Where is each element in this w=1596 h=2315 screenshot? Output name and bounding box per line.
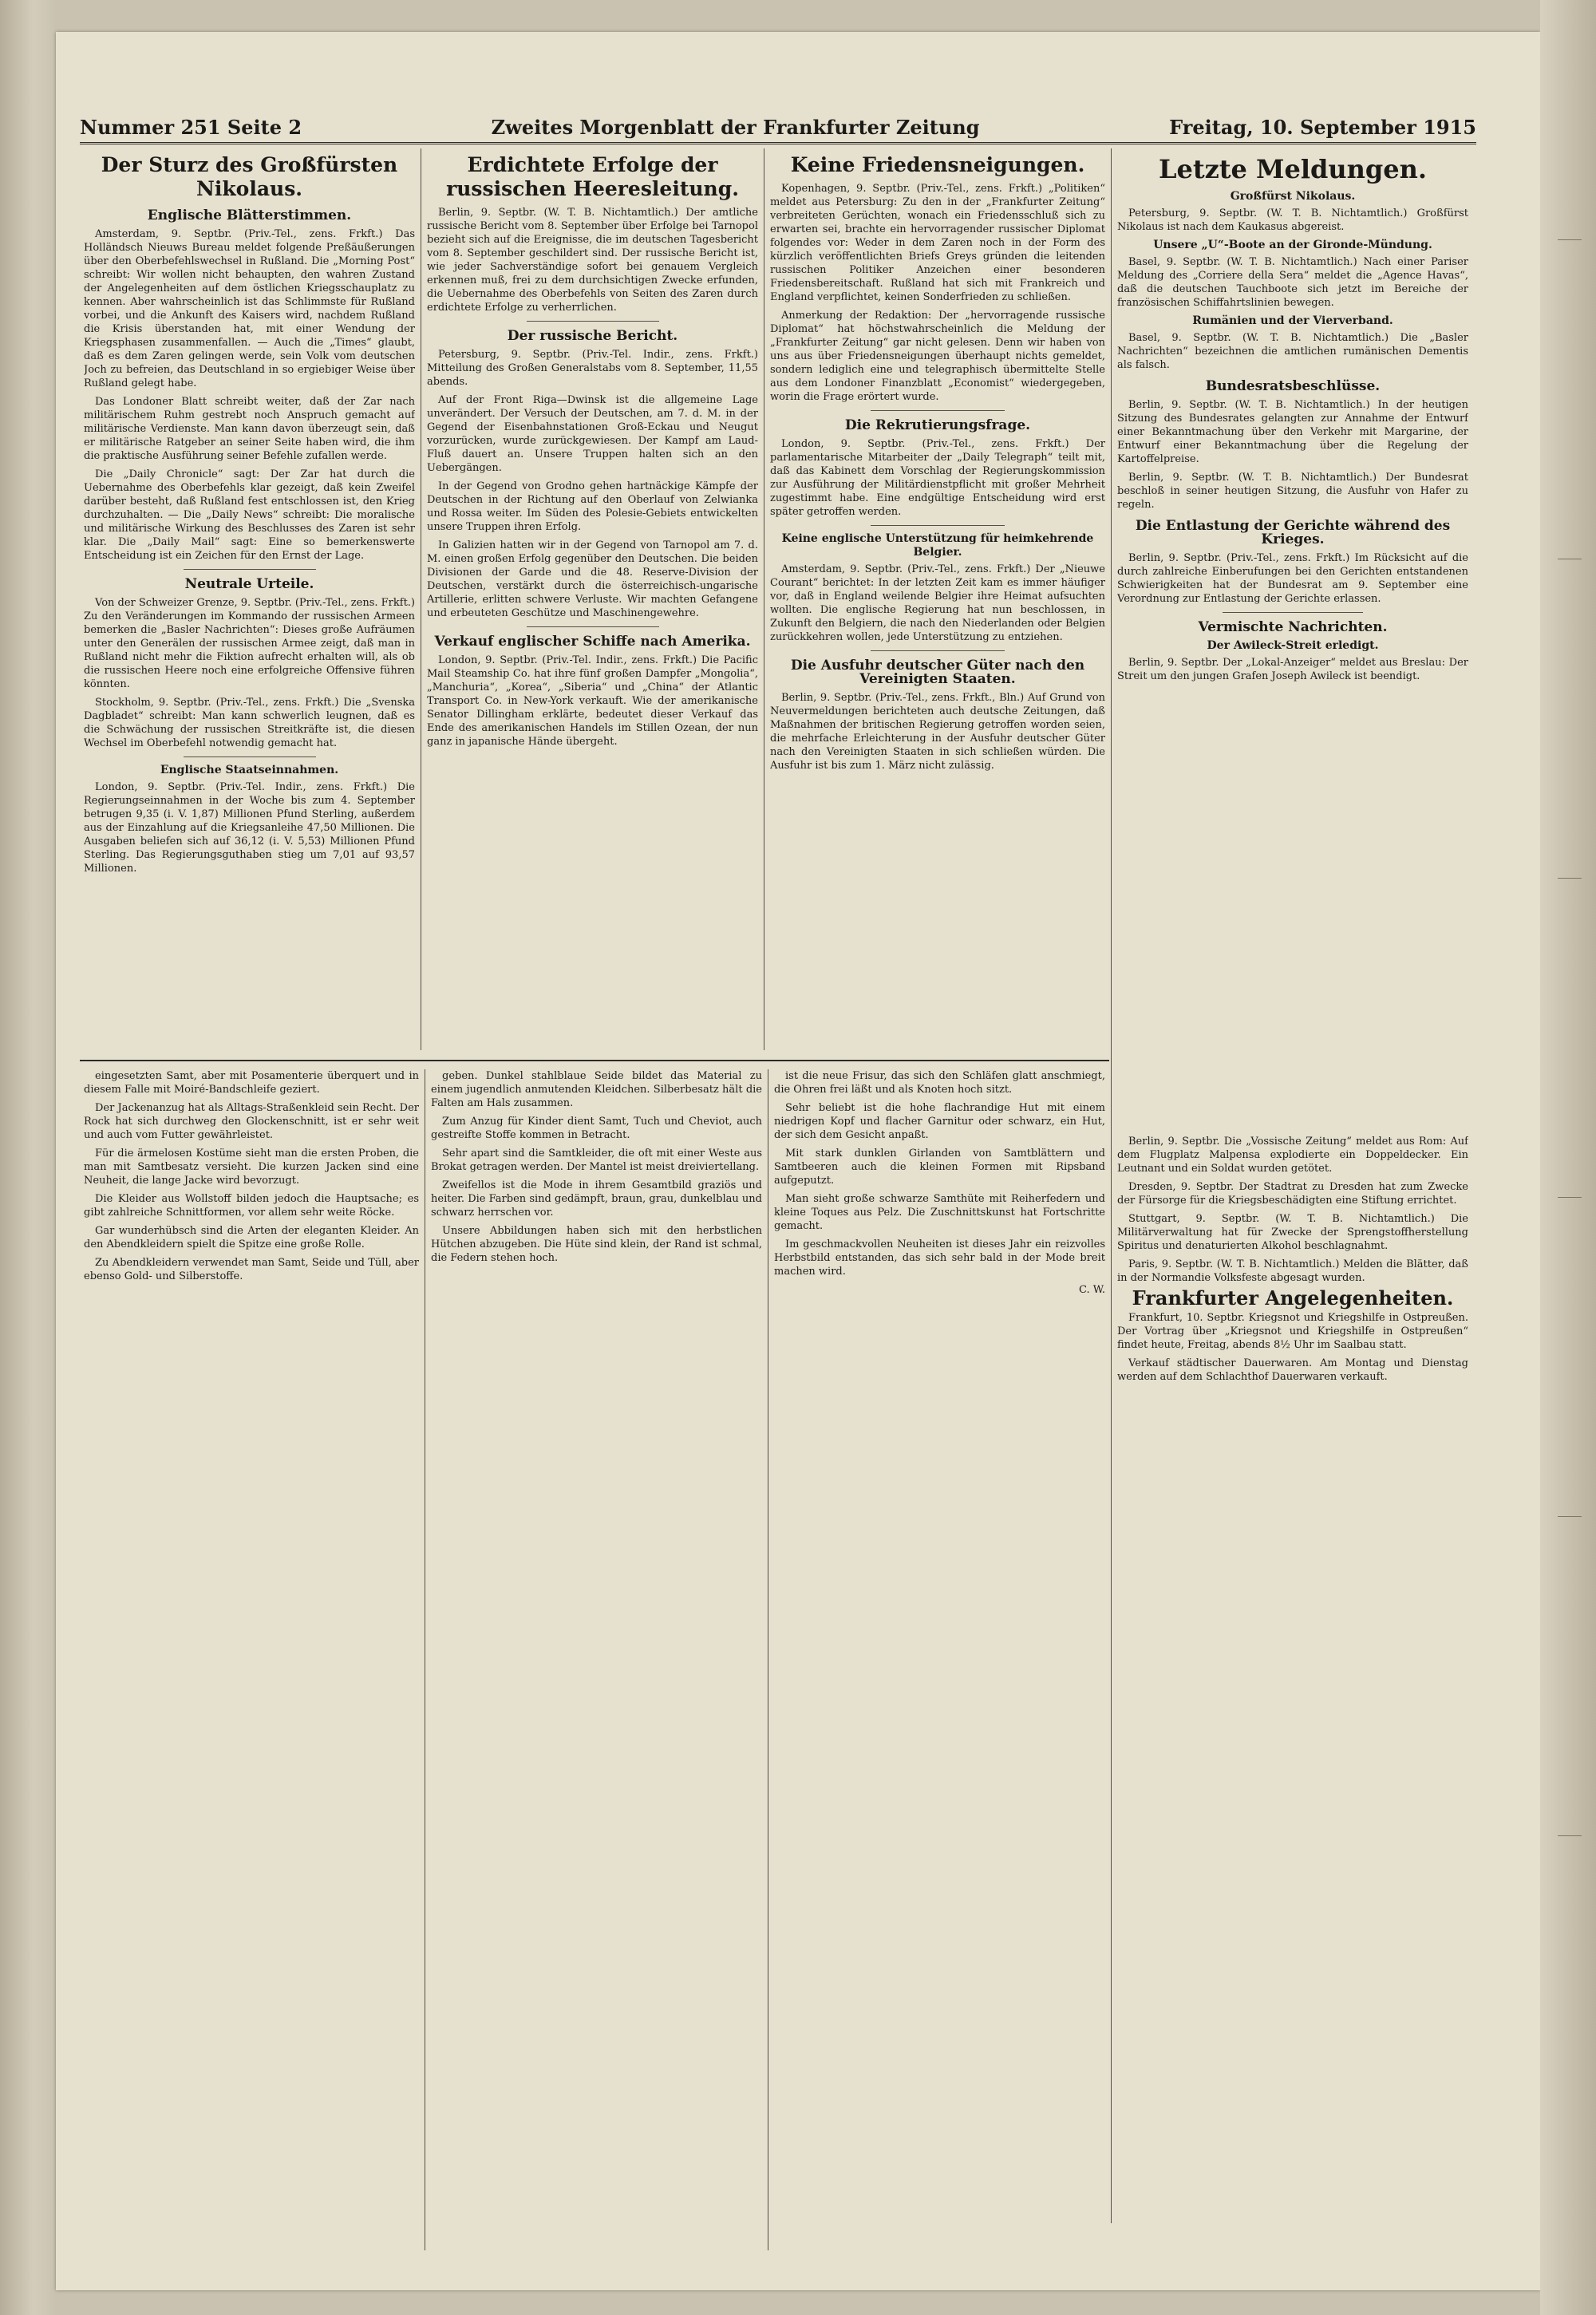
feuilleton-column-2 [431, 1069, 762, 2250]
column-3 [770, 148, 1105, 1050]
article-paragraph: London, 9. Septbr. (Priv.-Tel. Indir., zens. Frkft.) Die Regierungseinnahmen in der Woche bis zum 4. September betrugen 9,35 (i. V. 1,87) Millionen Pfund Sterling, außerdem aus der Einzahlung auf die Kriegsanleihe 47,50 Millionen. Die Ausgaben beliefen sich auf 36,12 (i. V. 5,53) Millionen Pfund Sterling. Das Regierungsguthaben stieg um 7,01 auf 93,57 Millionen. [84, 781, 415, 875]
issue-date: Freitag, 10. September 1915 [1169, 116, 1476, 139]
book-binding [0, 0, 56, 2315]
column-rule [1111, 148, 1112, 2223]
subhead-export: Die Ausfuhr deutscher Güter nach den Vereinigten Staaten. [790, 658, 1085, 687]
article-paragraph: Dresden, 9. Septbr. Der Stadtrat zu Dresden hat zum Zwecke der Fürsorge für die Kriegsbeschädigten eine Stiftung errichtet. [1117, 1181, 1468, 1207]
article-paragraph: London, 9. Septbr. (Priv.-Tel., zens. Frkft.) Der parlamentarische Mitarbeiter der „Daily Telegraph“ teilt mit, daß das Kabinett dem Vorschlag der Regierungskommission zur Ausführung der Militärdienstpflicht mit großer Mehrheit zugestimmt habe. Eine endgültige Entscheidung wird erst später getroffen werden. [770, 438, 1105, 518]
headline-frankfurt: Frankfurter Angelegenheiten. [1132, 1286, 1454, 1310]
article-paragraph: Zum Anzug für Kinder dient Samt, Tuch und Cheviot, auch gestreifte Stoffe kommen in Betracht. [431, 1116, 762, 1141]
article-paragraph: Berlin, 9. Septbr. Die „Vossische Zeitung“ meldet aus Rom: Auf dem Flugplatz Malpensa explodierte ein Doppeldecker. Ein Leutnant und ein Soldat wurden getötet. [1117, 1136, 1468, 1175]
masthead [80, 112, 1476, 144]
headline-russian-success: Erdichtete Erfolge der russischen Heeresleitung. [446, 153, 739, 200]
article-paragraph: Mit stark dunklen Girlanden von Samtblättern und Samtbeeren auch die kleinen Formen mit Ripsband aufgeputzt. [774, 1148, 1105, 1187]
edition-title: Zweites Morgenblatt der Frankfurter Zeitung [491, 116, 980, 139]
article-paragraph: Zu Abendkleidern verwendet man Samt, Seide und Tüll, aber ebenso Gold- und Silberstoffe. [84, 1257, 419, 1282]
subhead-neutral: Neutrale Urteile. [184, 576, 314, 592]
article-paragraph: Kopenhagen, 9. Septbr. (Priv.-Tel., zens. Frkft.) „Politiken“ meldet aus Petersburg: Zu den in der „Frankfurter Zeitung“ verbreiteten Gerüchten, wonach ein Friedensschluß sich zu erwarten sei, brachte ein hervorragender russischer Diplomat folgendes vor: Weder in dem Zaren noch in der Form des kürzlich veröffentlichten Briefs Greys gründen die leitenden russischen Politiker Anzeichen einer besonderen Friedensbereitschaft. Rußland hat sich mit Frankreich und England verpflichtet, keinen Sonderfrieden zu schließen. [770, 183, 1105, 303]
feuilleton-column-3 [774, 1069, 1105, 2250]
headline-no-peace: Keine Friedensneigungen. [790, 153, 1085, 176]
article-paragraph: Basel, 9. Septbr. (W. T. B. Nichtamtlich.) Nach einer Pariser Meldung des „Corriere della Sera“ meldet die „Agence Havas“, daß die deutschen Tauchboote sich jetzt im Bereiche der französischen Schiffahrtslinien bewegen. [1117, 256, 1468, 309]
article-paragraph: Für die ärmelosen Kostüme sieht man die ersten Proben, die man mit Samtbesatz versieht. Die kurzen Jacken sind eine Neuheit, die lange Jacke wird bevorzugt. [84, 1148, 419, 1187]
article-paragraph: Unsere Abbildungen haben sich mit den herbstlichen Hütchen abzugeben. Die Hüte sind klein, der Rand ist schmal, die Federn stehen hoch. [431, 1225, 762, 1264]
article-paragraph: Berlin, 9. Septbr. (W. T. B. Nichtamtlich.) Der amtliche russische Bericht vom 8. September über Erfolge bei Tarnopol bezieht sich auf die Ereignisse, die im deutschen Tagesbericht vom 8. September geschildert sind. Der russische Bericht ist, wie jeder Sachverständige sofort bei genauem Vergleich erkennen muß, frei zu dem durchsichtigen Zwecke erfunden, die Uebernahme des Oberbefehls von Seiten des Zaren durch erdichtete Erfolge zu verherrlichen. [427, 207, 758, 314]
article-paragraph: Berlin, 9. Septbr. Der „Lokal-Anzeiger“ meldet aus Breslau: Der Streit um den jungen Grafen Joseph Awileck ist beendigt. [1117, 657, 1468, 682]
column-2 [427, 148, 758, 1050]
author-signature: C. W. [1079, 1284, 1105, 1296]
article-paragraph: Stuttgart, 9. Septbr. (W. T. B. Nichtamtlich.) Die Militärverwaltung hat für Zwecke der Sprengstoffherstellung Spiritus und denaturierten Alkohol beschlagnahmt. [1117, 1213, 1468, 1252]
article-paragraph: eingesetzten Samt, aber mit Posamenterie überquert und in diesem Falle mit Moiré-Bandschleife geziert. [84, 1070, 419, 1096]
article-paragraph: Auf der Front Riga—Dwinsk ist die allgemeine Lage unverändert. Der Versuch der Deutschen, am 7. d. M. in der Gegend der Eisenbahnstationen Groß-Eckau und Neugut vorzurücken, wurde zurückgewiesen. Der Kampf am Laud-Fluß dauert an. Unsere Truppen halten sich an den Uebergängen. [427, 394, 758, 474]
article-paragraph: Frankfurt, 10. Septbr. Kriegsnot und Kriegshilfe in Ostpreußen. Der Vortrag über „Kriegsnot und Kriegshilfe in Ostpreußen“ findet heute, Freitag, abends 8½ Uhr im Saalbau statt. [1117, 1312, 1468, 1351]
article-paragraph: Sehr apart sind die Samtkleider, die oft mit einer Weste aus Brokat getragen werden. Der Mantel ist meist dreiviertellang. [431, 1148, 762, 1173]
article-paragraph: Zweifellos ist die Mode in ihrem Gesamtbild graziös und heiter. Die Farben sind gedämpft, braun, grau, dunkelblau und schwarz herrschen vor. [431, 1179, 762, 1219]
article-paragraph: Anmerkung der Redaktion: Der „hervorragende russische Diplomat“ hat höchstwahrscheinlich die Meldung der „Frankfurter Zeitung“ gar nicht gelesen. Denn wir haben von uns aus über Friedensneigungen überhaupt nichts gemeldet, sondern lediglich eine und telegraphisch übermittelte Stelle aus dem Londoner Finanzblatt „Economist“ wiedergegeben, worin die Frage erörtert wurde. [770, 310, 1105, 403]
article-paragraph: Der Jackenanzug hat als Alltags-Straßenkleid sein Recht. Der Rock hat sich durchweg den Glockenschnitt, ist er sehr weit und auch vom Futter gewährleistet. [84, 1102, 419, 1141]
article-paragraph: Die Kleider aus Wollstoff bilden jedoch die Hauptsache; es gibt zahlreiche Schnittformen, vor allem sehr weite Röcke. [84, 1193, 419, 1219]
issue-number: Nummer 251 Seite 2 [80, 116, 302, 139]
headline-latest: Letzte Meldungen. [1158, 154, 1428, 184]
subhead-recruitment: Die Rekrutierungsfrage. [844, 417, 1031, 433]
article-paragraph: Verkauf städtischer Dauerwaren. Am Montag und Dienstag werden auf dem Schlachthof Dauerwaren verkauft. [1117, 1357, 1468, 1383]
article-paragraph: In Galizien hatten wir in der Gegend von Tarnopol am 7. d. M. einen großen Erfolg gegenüber den Deutschen. Die beiden Divisionen der Garde und die 48. Reserve-Division der Deutschen, verstärkt durch die österreichisch-ungarische Artillerie, erlitten schwere Verluste. Wir machten Gefangene und erbeuteten Geschütze und Maschinengewehre. [427, 539, 758, 619]
subhead-state-income: Englische Staatseinnahmen. [160, 764, 339, 776]
subhead-federal-council: Bundesratsbeschlüsse. [1205, 378, 1381, 394]
feuilleton-column-1 [84, 1069, 419, 2250]
article-paragraph: Amsterdam, 9. Septbr. (Priv.-Tel., zens. Frkft.) Das Holländsch Nieuws Bureau meldet folgende Preßäußerungen über den Oberbefehlswechsel in Rußland. Die „Morning Post“ schreibt: Wir wollen nicht behaupten, den wahren Zustand der Angelegenheiten auf dem östlichen Kriegsschauplatz zu kennen. Aber wahrscheinlich ist das Schlimmste für Rußland vorbei, und die Ankunft des Kaisers wird, nachdem Rußland die Krisis überstanden hat, mit einer Wendung der Kriegsphasen zusammenfallen. — Auch die „Times“ glaubt, daß es dem Zaren gelingen werde, sein Volk vom deutschen Joch zu befreien, das Deutschland in so ergiebiger Weise über Rußland gelegt habe. [84, 228, 415, 389]
subhead-grand-duke: Großfürst Nikolaus. [1230, 190, 1356, 203]
article-paragraph: Petersburg, 9. Septbr. (W. T. B. Nichtamtlich.) Großfürst Nikolaus ist nach dem Kaukasus abgereist. [1117, 207, 1468, 233]
article-paragraph: Berlin, 9. Septbr. (W. T. B. Nichtamtlich.) Der Bundesrat beschloß in seiner heutigen Sitzung, die Ausfuhr von Hafer zu regeln. [1117, 472, 1468, 511]
column-1 [84, 148, 415, 1050]
article-paragraph: Stockholm, 9. Septbr. (Priv.-Tel., zens. Frkft.) Die „Svenska Dagbladet“ schreibt: Man kann schwerlich leugnen, daß es die Schwächung der russischen Streitkräfte ist, die diesen Wechsel im Oberbefehl notwendig gemacht hat. [84, 697, 415, 749]
article-paragraph: Berlin, 9. Septbr. (W. T. B. Nichtamtlich.) In der heutigen Sitzung des Bundesrates gelangten zur Annahme der Entwurf einer Bekanntmachung über den Verkehr mit Margarine, der Entwurf einer Bekanntmachung über die Regelung der Kartoffelpreise. [1117, 399, 1468, 465]
article-paragraph: Amsterdam, 9. Septbr. (Priv.-Tel., zens. Frkft.) Der „Nieuwe Courant“ berichtet: In der letzten Zeit kam es immer häufiger vor, daß in England weilende Belgier ihre Heimat aufsuchten wollten. Die englische Regierung hat nun beschlossen, in Zukunft den Belgiern, die nach den Niederlanden oder Belgien zurückkehren wollen, jede Unterstützung zu entziehen. [770, 563, 1105, 643]
subhead-english-press: Englische Blätterstimmen. [147, 207, 352, 223]
subhead-uboats: Unsere „U“-Boote an der Gironde-Mündung. [1153, 239, 1432, 251]
article-paragraph: Im geschmackvollen Neuheiten ist dieses Jahr ein reizvolles Herbstbild entstanden, das sich sehr bald in der Mode breit machen wird. [774, 1238, 1105, 1278]
subhead-russian-report: Der russische Bericht. [507, 328, 678, 344]
feuilleton-divider [80, 1060, 1109, 1061]
article-paragraph: Berlin, 9. Septbr. (Priv.-Tel., zens. Frkft., Bln.) Auf Grund von Neuvermeldungen berichteten auch deutsche Zeitungen, daß Maßnahmen der britischen Regierung getroffen worden seien, die mehrfache Erleichterung in der Ausfuhr deutscher Güter nach den Vereinigten Staaten in sich schließen würden. Die Ausfuhr ist bis zum 1. März nicht zulässig. [770, 692, 1105, 772]
page-edge [1540, 0, 1596, 2315]
article-paragraph: In der Gegend von Grodno gehen hartnäckige Kämpfe der Deutschen in der Richtung auf den Oberlauf von Zelwianka und Rossa weiter. Im Süden des Polesie-Gebiets entwickelten unsere Truppen ihren Erfolg. [427, 480, 758, 533]
column-4 [1117, 148, 1468, 2255]
subhead-misc-news: Vermischte Nachrichten. [1198, 619, 1388, 635]
subhead-awileck: Der Awileck-Streit erledigt. [1207, 639, 1379, 652]
article-paragraph: Paris, 9. Septbr. (W. T. B. Nichtamtlich.) Melden die Blätter, daß in der Normandie Volksfeste abgesagt wurden. [1117, 1258, 1468, 1284]
subhead-ship-sale: Verkauf englischer Schiffe nach Amerika. [434, 634, 751, 650]
article-paragraph: Berlin, 9. Septbr. (Priv.-Tel., zens. Frkft.) Im Rücksicht auf die durch zahlreiche Einberufungen bei den Gerichten entstandenen Schwierigkeiten hat der Bundesrat am 9. September eine Verordnung zur Entlastung der Gerichte erlassen. [1117, 552, 1468, 605]
article-paragraph: London, 9. Septbr. (Priv.-Tel. Indir., zens. Frkft.) Die Pacific Mail Steamship Co. hat ihre fünf großen Dampfer „Mongolia“, „Manchuria“, „Korea“, „Siberia“ und „China“ der Atlantic Transport Co. in New-York verkauft. Wie der amerikanische Senator Dillingham erklärte, bedeutet dieser Verkauf das Ende des amerikanischen Handels im Stillen Ozean, der nun ganz in japanische Hände übergeht. [427, 654, 758, 748]
article-paragraph: Sehr beliebt ist die hohe flachrandige Hut mit einem niedrigen Kopf und flacher Garnitur oder schwarz, ein Hut, der sich dem Gesicht anpaßt. [774, 1102, 1105, 1141]
headline-nikolaus: Der Sturz des Großfürsten Nikolaus. [101, 153, 398, 200]
article-paragraph: Petersburg, 9. Septbr. (Priv.-Tel. Indir., zens. Frkft.) Mitteilung des Großen Generalstabs vom 8. September, 11,55 abends. [427, 349, 758, 388]
subhead-romania: Rumänien und der Vierverband. [1192, 314, 1393, 327]
article-paragraph: geben. Dunkel stahlblaue Seide bildet das Material zu einem jugendlich anmutenden Kleidchen. Silberbesatz hält die Falten am Hals zusammen. [431, 1070, 762, 1109]
article-paragraph: Man sieht große schwarze Samthüte mit Reiherfedern und kleine Toques aus Pelz. Die Zuschnittskunst hat Fortschritte gemacht. [774, 1193, 1105, 1232]
subhead-courts: Die Entlastung der Gerichte während des Krieges. [1135, 518, 1451, 547]
subhead-belgians: Keine englische Unterstützung für heimkehrende Belgier. [781, 532, 1094, 559]
article-paragraph: Die „Daily Chronicle“ sagt: Der Zar hat durch die Uebernahme des Oberbefehls klar gezeigt, daß kein Zweifel darüber besteht, daß Rußland fest entschlossen ist, den Krieg durchzuhalten. — Die „Daily News“ schreibt: Die moralische und militärische Wirkung des Beschlusses des Zaren ist sehr klar. Die „Daily Mail“ sagt: Eine so bemerkenswerte Entscheidung ist ein Zeichen für den Ernst der Lage. [84, 468, 415, 562]
article-paragraph: Von der Schweizer Grenze, 9. Septbr. (Priv.-Tel., zens. Frkft.) Zu den Veränderungen im Kommando der russischen Armeen bemerken die „Basler Nachrichten“: Dieses große Aufräumen unter den Generälen der russischen Armee zeigt, daß man in Rußland nicht mehr die Fiktion aufrecht erhalten will, als ob die russischen Heere noch eine erfolgreiche Offensive führen könnten. [84, 597, 415, 690]
article-paragraph: Das Londoner Blatt schreibt weiter, daß der Zar nach militärischem Ruhm gestrebt noch Anspruch gemacht auf militärische Verdienste. Man kann davon überzeugt sein, daß er militärische Ratgeber an seiner Seite haben wird, die ihm die praktische Ausführung seiner Befehle zufallen werde. [84, 396, 415, 462]
article-paragraph: Basel, 9. Septbr. (W. T. B. Nichtamtlich.) Die „Basler Nachrichten“ bezeichnen die amtlichen rumänischen Dementis als falsch. [1117, 332, 1468, 371]
article-paragraph: ist die neue Frisur, das sich den Schläfen glatt anschmiegt, die Ohren frei läßt und als Knoten hoch sitzt. [774, 1070, 1105, 1096]
article-paragraph: Gar wunderhübsch sind die Arten der eleganten Kleider. An den Abendkleidern spielt die Spitze eine große Rolle. [84, 1225, 419, 1250]
